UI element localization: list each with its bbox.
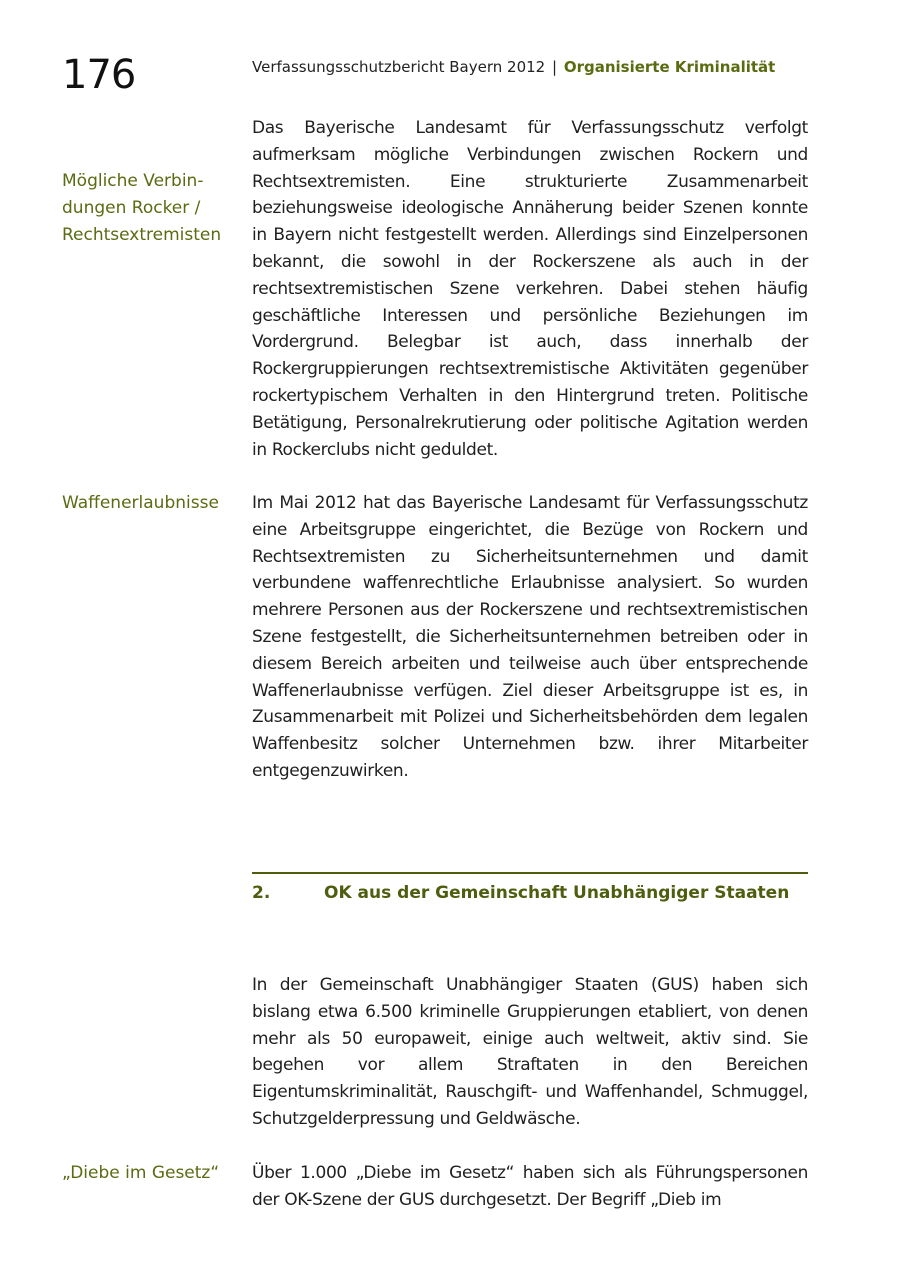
paragraph-rocker-links: Das Bayerische Landesamt für Verfassungsschutz verfolgt aufmerksam mögliche Verbindungen zwischen Rockern und Rechtsextremisten. Eine strukturierte Zusammenarbeit beziehungsweise ideologische Annäherung beider Szenen konnte in Bayern nicht festgestellt werden. Allerdings sind Einzelpersonen bekannt, die sowohl in der Rockerszene als auch in der rechtsextremistischen Szene verkehren. Dabei stehen häufig geschäftliche Interessen und persönliche Beziehungen im Vordergrund. Belegbar ist auch, dass innerhalb der Rockergruppierungen rechtsextremistische Aktivitäten gegenüber rockertypischem Verhalten in den Hintergrund treten. Politische Betätigung, Personalrekrutierung oder politische Agitation werden in Rockerclubs nicht geduldet. — [252, 118, 808, 460]
section-title: OK aus der Gemeinschaft Unabhängiger Staaten — [324, 883, 790, 903]
section-number: 2. — [252, 883, 271, 903]
header-separator: | — [551, 58, 558, 76]
paragraph-thieves: Über 1.000 „Diebe im Gesetz“ haben sich als Führungspersonen der OK-Szene der GUS durchgesetzt. Der Begriff „Dieb im — [252, 1163, 808, 1210]
section-rule — [252, 872, 808, 874]
running-header — [252, 57, 775, 77]
margin-note-rocker-links-text: Mögliche Verbin- dungen Rocker / Rechtsextremisten — [62, 171, 222, 245]
page-number: 176 — [62, 52, 136, 98]
paragraph-weapons: Im Mai 2012 hat das Bayerische Landesamt für Verfassungsschutz eine Arbeitsgruppe eingerichtet, die Bezüge von Rockern und Rechtsextremisten zu Sicherheitsunternehmen und damit verbundene waffenrechtliche Erlaubnisse analysiert. So wurden mehrere Personen aus der Rockerszene und rechtsextremistischen Szene festgestellt, die Sicherheitsunternehmen betreiben oder in diesem Bereich arbeiten und teilweise auch über entsprechende Waffenerlaubnisse verfügen. Ziel dieser Arbeitsgruppe ist es, in Zusammenarbeit mit Polizei und Sicherheitsbehörden dem legalen Waffenbesitz solcher Unternehmen bzw. ihrer Mitarbeiter entgegenzuwirken. — [252, 493, 808, 781]
section-heading — [252, 880, 808, 906]
margin-note-weapons: Waffenerlaubnisse — [62, 493, 219, 513]
margin-note-thieves: „Diebe im Gesetz“ — [62, 1163, 220, 1183]
running-title: Verfassungsschutzbericht Bayern 2012 — [252, 58, 546, 76]
chapter-title: Organisierte Kriminalität — [563, 58, 776, 76]
margin-note-rocker-links — [62, 168, 242, 248]
paragraph-gus-intro: In der Gemeinschaft Unabhängiger Staaten (GUS) haben sich bislang etwa 6.500 kriminelle Gruppierungen etabliert, von denen mehr als 50 europaweit, einige auch weltweit, aktiv sind. Sie begehen vor allem Straftaten in den Bereichen Eigentumskriminalität, Rauschgift- und Waffenhandel, Schmuggel, Schutzgelderpressung und Geldwäsche. — [252, 975, 808, 1129]
